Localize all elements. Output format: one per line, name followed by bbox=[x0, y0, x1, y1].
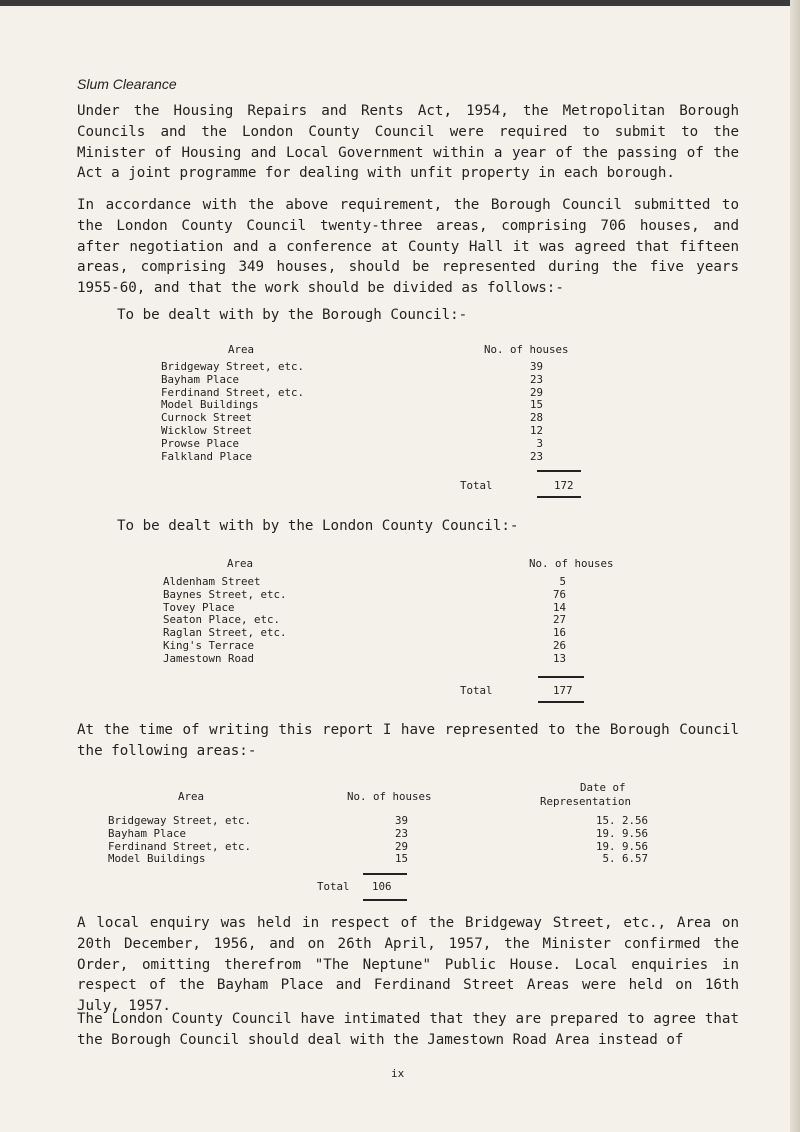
row-area: Prowse Place bbox=[161, 436, 240, 450]
row-houses: 12 bbox=[529, 423, 543, 437]
row-area: Ferdinand Street, etc. bbox=[108, 839, 252, 853]
row-houses: 23 bbox=[394, 826, 408, 840]
row-area: Falkland Place bbox=[161, 449, 253, 463]
row-area: Curnock Street bbox=[161, 411, 253, 425]
row-area: Baynes Street, etc. bbox=[163, 587, 287, 601]
total-rule-bottom bbox=[537, 496, 581, 498]
row-houses: 39 bbox=[529, 360, 543, 373]
borough-table-intro: To be dealt with by the Borough Council:- bbox=[117, 307, 468, 323]
total-rule-top bbox=[537, 470, 581, 472]
total-rule-bottom bbox=[363, 899, 407, 901]
table-row bbox=[163, 640, 583, 653]
lcc-table bbox=[163, 576, 583, 666]
rep-col-date-line2: Representation bbox=[540, 795, 632, 808]
row-houses: 26 bbox=[552, 638, 566, 652]
table-row bbox=[108, 815, 668, 828]
row-area: Aldenham Street bbox=[163, 575, 261, 588]
row-area: Model Buildings bbox=[161, 398, 259, 412]
paragraph-local-enquiry: A local enquiry was held in respect of the Bridgeway Street, etc., Area on 20th December, 1956, and on 26th April, 1957, the Minister confirmed the Order, omitting therefrom "The Neptune" Public House. Local enquiries in respect of the Bayham Place and Ferdinand Street Areas were held on 16th July, 1957. bbox=[77, 915, 739, 1015]
rep-total-label: Total bbox=[317, 880, 350, 893]
table-row bbox=[163, 653, 583, 666]
table-row bbox=[161, 438, 581, 451]
row-houses: 15 bbox=[529, 398, 543, 412]
borough-col-houses: No. of houses bbox=[484, 343, 569, 356]
row-area: Tovey Place bbox=[163, 600, 235, 614]
row-houses: 15 bbox=[394, 852, 408, 866]
page-number: ix bbox=[391, 1067, 405, 1080]
total-rule-bottom bbox=[538, 701, 584, 703]
table-row bbox=[108, 853, 668, 866]
row-date: 19. 9.56 bbox=[595, 839, 648, 853]
row-houses: 5 bbox=[559, 575, 566, 588]
represented-table bbox=[108, 815, 668, 866]
row-area: Bayham Place bbox=[161, 372, 240, 386]
paragraph-lcc-intimated: The London County Council have intimated that they are prepared to agree that the Borough Council should deal with the Jamestown Road Area instead of bbox=[77, 1011, 739, 1048]
row-houses: 16 bbox=[552, 626, 566, 640]
page-top-edge bbox=[0, 0, 800, 6]
lcc-col-area: Area bbox=[227, 557, 254, 570]
row-area: Bayham Place bbox=[108, 826, 187, 840]
table-row bbox=[108, 828, 668, 841]
page-right-edge bbox=[790, 0, 800, 1132]
row-area: Jamestown Road bbox=[163, 651, 255, 665]
lcc-table-intro: To be dealt with by the London County Council:- bbox=[117, 518, 519, 534]
row-area: Model Buildings bbox=[108, 852, 206, 866]
total-rule-top bbox=[363, 873, 407, 875]
lcc-total-value: 177 bbox=[553, 684, 573, 697]
borough-col-area: Area bbox=[228, 343, 255, 356]
row-date: 5. 6.57 bbox=[602, 852, 648, 866]
row-houses: 39 bbox=[394, 814, 408, 827]
row-date: 19. 9.56 bbox=[595, 826, 648, 840]
borough-total-value: 172 bbox=[554, 479, 574, 492]
borough-table bbox=[161, 361, 581, 463]
row-area: King's Terrace bbox=[163, 638, 255, 652]
row-area: Seaton Place, etc. bbox=[163, 613, 281, 627]
rep-col-area: Area bbox=[178, 790, 205, 803]
row-houses: 29 bbox=[394, 839, 408, 853]
row-area: Wicklow Street bbox=[161, 423, 253, 437]
row-houses: 27 bbox=[552, 613, 566, 627]
table-row bbox=[161, 451, 581, 464]
row-houses: 76 bbox=[552, 587, 566, 601]
section-heading: Slum Clearance bbox=[77, 76, 177, 92]
rep-col-houses: No. of houses bbox=[347, 790, 432, 803]
table-row bbox=[163, 576, 583, 589]
row-area: Raglan Street, etc. bbox=[163, 626, 287, 640]
row-houses: 23 bbox=[529, 449, 543, 463]
row-area: Bridgeway Street, etc. bbox=[108, 814, 252, 827]
paragraph-accordance: In accordance with the above requirement, the Borough Council submitted to the London County Council twenty-three areas, comprising 706 houses, and after negotiation and a conference at County Hall it was agreed that fifteen areas, comprising 349 houses, should be represented during the five years 1955-60, and that the work should be divided as follows:- bbox=[77, 197, 739, 297]
paragraph-represented: At the time of writing this report I have represented to the Borough Council the following areas:- bbox=[77, 722, 739, 759]
row-area: Ferdinand Street, etc. bbox=[161, 385, 305, 399]
row-area: Bridgeway Street, etc. bbox=[161, 360, 305, 373]
row-date: 15. 2.56 bbox=[595, 814, 648, 827]
row-houses: 3 bbox=[536, 436, 543, 450]
row-houses: 14 bbox=[552, 600, 566, 614]
rep-col-date-line1: Date of bbox=[580, 781, 626, 794]
total-rule-top bbox=[538, 676, 584, 678]
row-houses: 13 bbox=[552, 651, 566, 665]
paragraph-housing-act: Under the Housing Repairs and Rents Act, 1954, the Metropolitan Borough Councils and the London County Council were required to submit to the Minister of Housing and Local Government within a year of the passing of the Act a joint programme for dealing with unfit property in each borough. bbox=[77, 103, 739, 182]
row-houses: 23 bbox=[529, 372, 543, 386]
row-houses: 29 bbox=[529, 385, 543, 399]
borough-total-label: Total bbox=[460, 479, 493, 492]
rep-total-value: 106 bbox=[372, 880, 392, 893]
table-row bbox=[161, 361, 581, 374]
lcc-col-houses: No. of houses bbox=[529, 557, 614, 570]
table-row bbox=[163, 589, 583, 602]
row-houses: 28 bbox=[529, 411, 543, 425]
lcc-total-label: Total bbox=[460, 684, 493, 697]
table-row bbox=[161, 425, 581, 438]
table-row bbox=[161, 374, 581, 387]
